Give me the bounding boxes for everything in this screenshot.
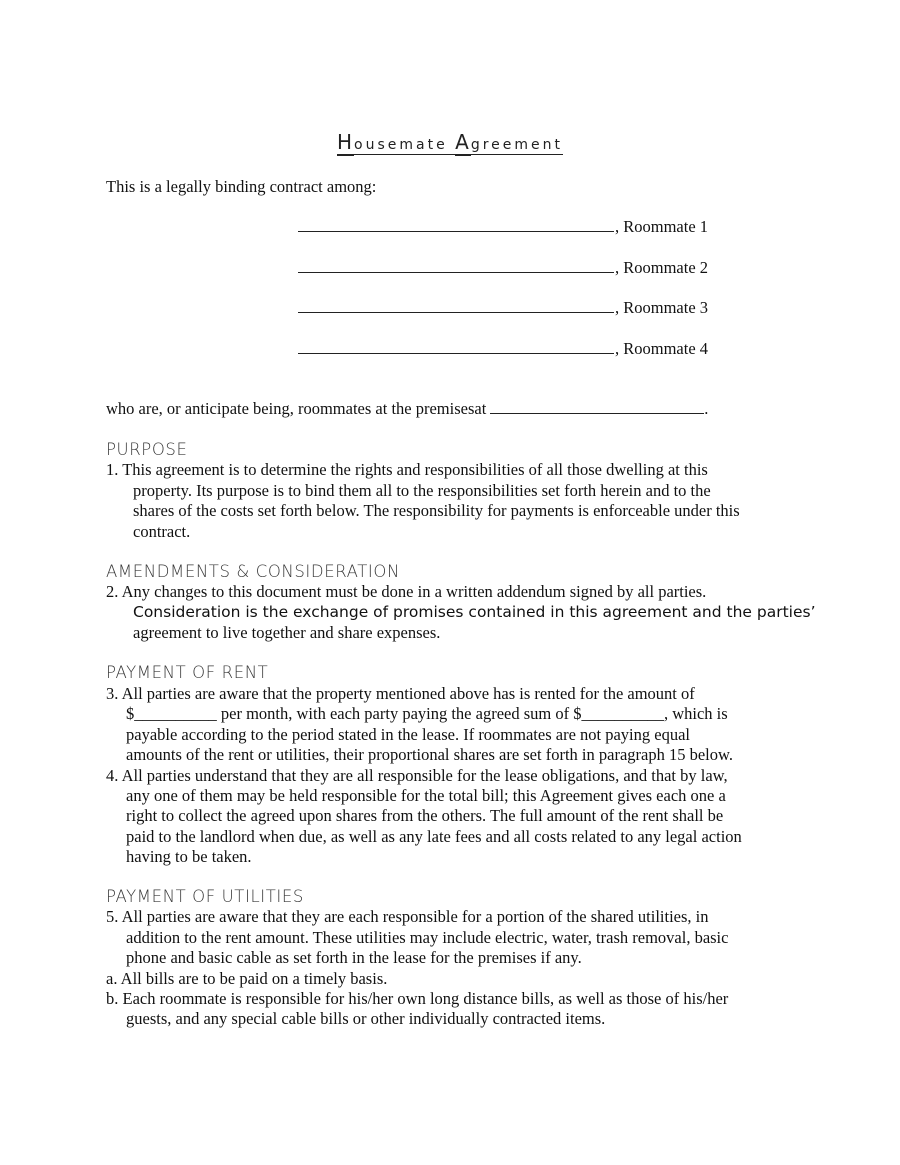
- utilities-line: addition to the rent amount. These utilities may include electric, water, trash removal, basic: [126, 928, 729, 947]
- rent-heading: PAYMENT OF RENT: [106, 663, 269, 682]
- roommate-3-blank[interactable]: [298, 298, 614, 313]
- roommate-3-line: [298, 298, 708, 318]
- roommate-1-blank[interactable]: [298, 217, 614, 232]
- title-initial-2: A: [455, 130, 471, 154]
- purpose-line: contract.: [133, 522, 191, 541]
- document-title: [0, 130, 900, 154]
- title-rest-2: greement: [470, 137, 564, 153]
- rent-line: any one of them may be held responsible for the total bill; this Agreement gives each one a: [126, 786, 726, 805]
- purpose-line: property. Its purpose is to bind them all to the responsibilities set forth herein and to the: [133, 481, 711, 500]
- amendments-line: agreement to live together and share expenses.: [133, 623, 441, 642]
- roommate-2-blank[interactable]: [298, 258, 614, 273]
- rent-line: having to be taken.: [126, 847, 252, 866]
- amendments-line: Consideration is the exchange of promises contained in this agreement and the parties’: [133, 603, 816, 621]
- roommate-4-label: , Roommate 4: [615, 339, 709, 358]
- rent-line: $__________ per month, with each party paying the agreed sum of $__________, which is: [126, 704, 728, 723]
- premises-text: who are, or anticipate being, roommates at the premisesat: [106, 399, 487, 418]
- roommate-3-label: , Roommate 3: [615, 298, 709, 317]
- roommate-1-line: [298, 217, 708, 237]
- title-text: [336, 130, 564, 155]
- roommate-2-line: [298, 258, 708, 278]
- intro-text: This is a legally binding contract among:: [106, 177, 377, 196]
- rent-line: 4. All parties understand that they are all responsible for the lease obligations, and that by law,: [106, 766, 728, 785]
- purpose-heading: PURPOSE: [106, 440, 188, 459]
- purpose-line: shares of the costs set forth below. The responsibility for payments is enforceable under this: [133, 501, 740, 520]
- utilities-heading: PAYMENT OF UTILITIES: [106, 887, 304, 906]
- roommate-4-blank[interactable]: [298, 339, 614, 354]
- premises-line: [106, 399, 708, 419]
- utilities-line: 5. All parties are aware that they are each responsible for a portion of the shared utilities, in: [106, 907, 709, 926]
- rent-line: amounts of the rent or utilities, their proportional shares are set forth in paragraph 15 below.: [126, 745, 733, 764]
- title-rest-1: ousemate: [354, 137, 456, 153]
- rent-line: 3. All parties are aware that the property mentioned above has is rented for the amount of: [106, 684, 695, 703]
- roommate-4-line: [298, 339, 708, 359]
- rent-line: right to collect the agreed upon shares from the others. The full amount of the rent shall be: [126, 806, 724, 825]
- utilities-line: a. All bills are to be paid on a timely basis.: [106, 969, 388, 988]
- utilities-line: phone and basic cable as set forth in the lease for the premises if any.: [126, 948, 582, 967]
- rent-line: paid to the landlord when due, as well as any late fees and all costs related to any legal action: [126, 827, 742, 846]
- roommate-1-label: , Roommate 1: [615, 217, 709, 236]
- amendments-heading: AMENDMENTS & CONSIDERATION: [106, 562, 400, 581]
- rent-line: payable according to the period stated in the lease. If roommates are not paying equal: [126, 725, 690, 744]
- utilities-line: b. Each roommate is responsible for his/her own long distance bills, as well as those of his/her: [106, 989, 729, 1008]
- purpose-line: 1. This agreement is to determine the rights and responsibilities of all those dwelling at this: [106, 460, 708, 479]
- premises-blank[interactable]: [490, 399, 704, 414]
- title-initial-1: H: [336, 130, 355, 154]
- utilities-line: guests, and any special cable bills or other individually contracted items.: [126, 1009, 606, 1028]
- roommate-2-label: , Roommate 2: [615, 258, 709, 277]
- amendments-line: 2. Any changes to this document must be done in a written addendum signed by all parties.: [106, 582, 707, 601]
- premises-end: .: [704, 399, 709, 418]
